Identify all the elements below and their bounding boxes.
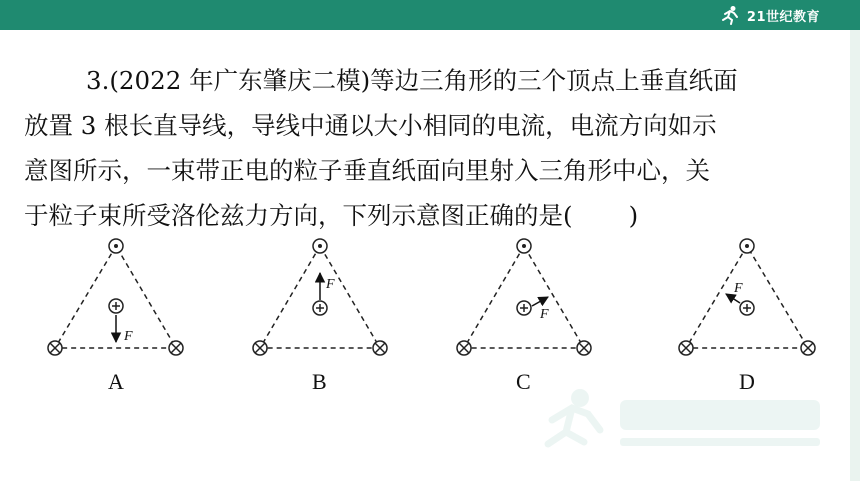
current-out-of-page-icon [313,239,327,253]
positive-charge-icon [740,301,754,315]
force-label: F [124,329,133,344]
header-bar [0,0,860,30]
current-into-page-icon [679,341,693,355]
force-label: F [540,307,549,322]
force-label: F [326,277,335,292]
option-label: C [516,369,531,394]
question-line-4 [24,193,824,238]
watermark-logo [540,380,840,460]
question-line-4-close: ) [628,201,639,230]
option-b-diagram[interactable] [253,239,387,394]
current-out-of-page-icon [517,239,531,253]
question-line-4-text: 于粒子束所受洛伦兹力方向，下列示意图正确的是( [24,201,573,230]
current-out-of-page-icon [740,239,754,253]
option-c-diagram[interactable] [457,239,591,394]
force-label: F [734,281,743,296]
positive-charge-icon [517,301,531,315]
question-line-3: 意图所示，一束带正电的粒子垂直纸面向里射入三角形中心，关 [24,156,710,185]
option-label: B [312,369,327,394]
option-label: A [108,369,124,394]
triangle-outline [686,246,808,348]
current-into-page-icon [457,341,471,355]
current-into-page-icon [373,341,387,355]
question-text [24,58,824,238]
logo-text: 21世纪教育 [746,9,820,25]
current-into-page-icon [253,341,267,355]
question-line-2: 放置 3 根长直导线，导线中通以大小相同的电流，电流方向如示 [24,111,717,140]
triangle-outline [464,246,584,348]
current-into-page-icon [169,341,183,355]
option-label: D [739,369,755,394]
positive-charge-icon [313,301,327,315]
positive-charge-icon [109,299,123,313]
current-into-page-icon [577,341,591,355]
option-d-diagram[interactable] [679,239,815,394]
current-out-of-page-icon [109,239,123,253]
runner-icon [719,5,741,25]
current-into-page-icon [48,341,62,355]
force-arrow [532,297,548,306]
brand-logo [719,4,820,26]
current-into-page-icon [801,341,815,355]
option-a-diagram[interactable] [48,239,183,394]
question-line-1: 3.(2022 年广东肇庆二模)等边三角形的三个顶点上垂直纸面 [86,66,738,95]
